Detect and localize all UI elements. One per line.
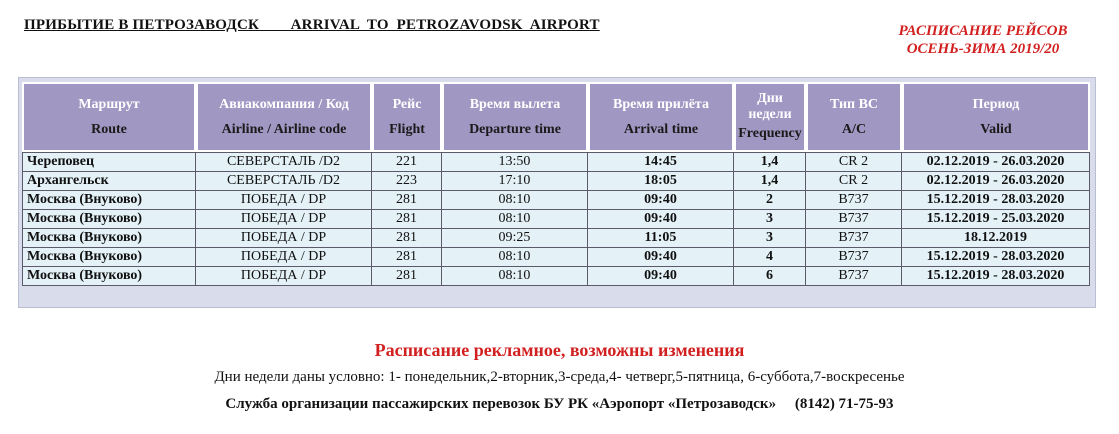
cell-route: Череповец bbox=[22, 152, 196, 172]
column-header-airline bbox=[196, 82, 372, 152]
cell-arrival: 09:40 bbox=[588, 191, 734, 210]
cell-valid: 15.12.2019 - 28.03.2020 bbox=[902, 248, 1090, 267]
cell-departure: 08:10 bbox=[442, 248, 588, 267]
cell-departure: 08:10 bbox=[442, 267, 588, 286]
cell-flight: 281 bbox=[372, 191, 442, 210]
cell-frequency: 3 bbox=[734, 229, 806, 248]
cell-valid: 15.12.2019 - 28.03.2020 bbox=[902, 267, 1090, 286]
column-header-route bbox=[22, 82, 196, 152]
cell-flight: 221 bbox=[372, 152, 442, 172]
column-header-en: Flight bbox=[389, 121, 425, 137]
table-row bbox=[22, 152, 1090, 172]
column-header-ru: Авиакомпания / Код bbox=[219, 96, 349, 112]
cell-route: Москва (Внуково) bbox=[22, 210, 196, 229]
cell-frequency: 1,4 bbox=[734, 152, 806, 172]
cell-aircraft: B737 bbox=[806, 229, 902, 248]
column-header-en: Route bbox=[91, 121, 127, 137]
cell-valid: 18.12.2019 bbox=[902, 229, 1090, 248]
cell-airline: ПОБЕДА / DP bbox=[196, 191, 372, 210]
column-header-ru: Тип ВС bbox=[829, 96, 879, 112]
table-header-row bbox=[22, 82, 1090, 152]
cell-aircraft: B737 bbox=[806, 248, 902, 267]
cell-valid: 15.12.2019 - 28.03.2020 bbox=[902, 191, 1090, 210]
column-header-flight bbox=[372, 82, 442, 152]
schedule-label-line1: РАСПИСАНИЕ РЕЙСОВ bbox=[898, 23, 1068, 39]
column-header-ru: Дни недели bbox=[748, 91, 792, 122]
cell-route: Москва (Внуково) bbox=[22, 229, 196, 248]
cell-route: Москва (Внуково) bbox=[22, 267, 196, 286]
cell-flight: 223 bbox=[372, 172, 442, 191]
cell-aircraft: CR 2 bbox=[806, 152, 902, 172]
cell-valid: 02.12.2019 - 26.03.2020 bbox=[902, 152, 1090, 172]
cell-flight: 281 bbox=[372, 210, 442, 229]
column-header-ru: Период bbox=[972, 96, 1020, 112]
cell-departure: 17:10 bbox=[442, 172, 588, 191]
cell-flight: 281 bbox=[372, 229, 442, 248]
column-header-ru: Рейс bbox=[392, 96, 422, 112]
cell-airline: СЕВЕРСТАЛЬ /D2 bbox=[196, 152, 372, 172]
cell-departure: 08:10 bbox=[442, 191, 588, 210]
column-header-en: Arrival time bbox=[623, 121, 699, 137]
column-header-ru: Маршрут bbox=[78, 96, 140, 112]
column-header-ru: Время вылета bbox=[469, 96, 561, 112]
column-header-departure bbox=[442, 82, 588, 152]
column-header-en: A/C bbox=[841, 121, 867, 137]
column-header-aircraft bbox=[806, 82, 902, 152]
cell-valid: 15.12.2019 - 25.03.2020 bbox=[902, 210, 1090, 229]
cell-airline: ПОБЕДА / DP bbox=[196, 229, 372, 248]
column-header-en: Frequency bbox=[738, 126, 802, 141]
table-row bbox=[22, 172, 1090, 191]
cell-airline: ПОБЕДА / DP bbox=[196, 210, 372, 229]
cell-arrival: 09:40 bbox=[588, 210, 734, 229]
schedule-disclaimer: Расписание рекламное, возможны изменения bbox=[374, 340, 745, 360]
arrival-schedule-table bbox=[22, 82, 1090, 286]
cell-frequency: 3 bbox=[734, 210, 806, 229]
column-header-frequency bbox=[734, 82, 806, 152]
cell-arrival: 11:05 bbox=[588, 229, 734, 248]
cell-frequency: 4 bbox=[734, 248, 806, 267]
cell-arrival: 14:45 bbox=[588, 152, 734, 172]
cell-airline: СЕВЕРСТАЛЬ /D2 bbox=[196, 172, 372, 191]
cell-aircraft: B737 bbox=[806, 210, 902, 229]
table-row bbox=[22, 191, 1090, 210]
cell-route: Москва (Внуково) bbox=[22, 191, 196, 210]
cell-departure: 13:50 bbox=[442, 152, 588, 172]
cell-departure: 09:25 bbox=[442, 229, 588, 248]
table-row bbox=[22, 248, 1090, 267]
cell-frequency: 2 bbox=[734, 191, 806, 210]
cell-arrival: 18:05 bbox=[588, 172, 734, 191]
cell-airline: ПОБЕДА / DP bbox=[196, 267, 372, 286]
table-row bbox=[22, 229, 1090, 248]
column-header-valid bbox=[902, 82, 1090, 152]
schedule-season-label bbox=[858, 22, 1108, 58]
cell-frequency: 6 bbox=[734, 267, 806, 286]
cell-valid: 02.12.2019 - 26.03.2020 bbox=[902, 172, 1090, 191]
table-row bbox=[22, 267, 1090, 286]
column-header-en: Departure time bbox=[469, 121, 561, 137]
cell-route: Москва (Внуково) bbox=[22, 248, 196, 267]
cell-airline: ПОБЕДА / DP bbox=[196, 248, 372, 267]
cell-frequency: 1,4 bbox=[734, 172, 806, 191]
cell-route: Архангельск bbox=[22, 172, 196, 191]
contact-info: Служба организации пассажирских перевозок БУ РК «Аэропорт «Петрозаводск» (8142) 71-75-93 bbox=[225, 396, 894, 412]
weekday-legend: Дни недели даны условно: 1- понедельник,2-вторник,3-среда,4- четверг,5-пятница, 6-суббота,7-воскресенье bbox=[214, 369, 905, 385]
cell-arrival: 09:40 bbox=[588, 267, 734, 286]
cell-flight: 281 bbox=[372, 248, 442, 267]
schedule-label-line2: ОСЕНЬ-ЗИМА 2019/20 bbox=[906, 41, 1060, 57]
cell-arrival: 09:40 bbox=[588, 248, 734, 267]
cell-flight: 281 bbox=[372, 267, 442, 286]
column-header-arrival bbox=[588, 82, 734, 152]
column-header-ru: Время прилёта bbox=[613, 96, 709, 112]
cell-aircraft: B737 bbox=[806, 191, 902, 210]
cell-departure: 08:10 bbox=[442, 210, 588, 229]
table-row bbox=[22, 210, 1090, 229]
column-header-en: Valid bbox=[980, 121, 1012, 137]
column-header-en: Airline / Airline code bbox=[221, 121, 347, 137]
page-title: ПРИБЫТИЕ В ПЕТРОЗАВОДСК ARRIVAL TO PETROZAVODSK AIRPORT bbox=[24, 17, 600, 33]
cell-aircraft: CR 2 bbox=[806, 172, 902, 191]
cell-aircraft: B737 bbox=[806, 267, 902, 286]
